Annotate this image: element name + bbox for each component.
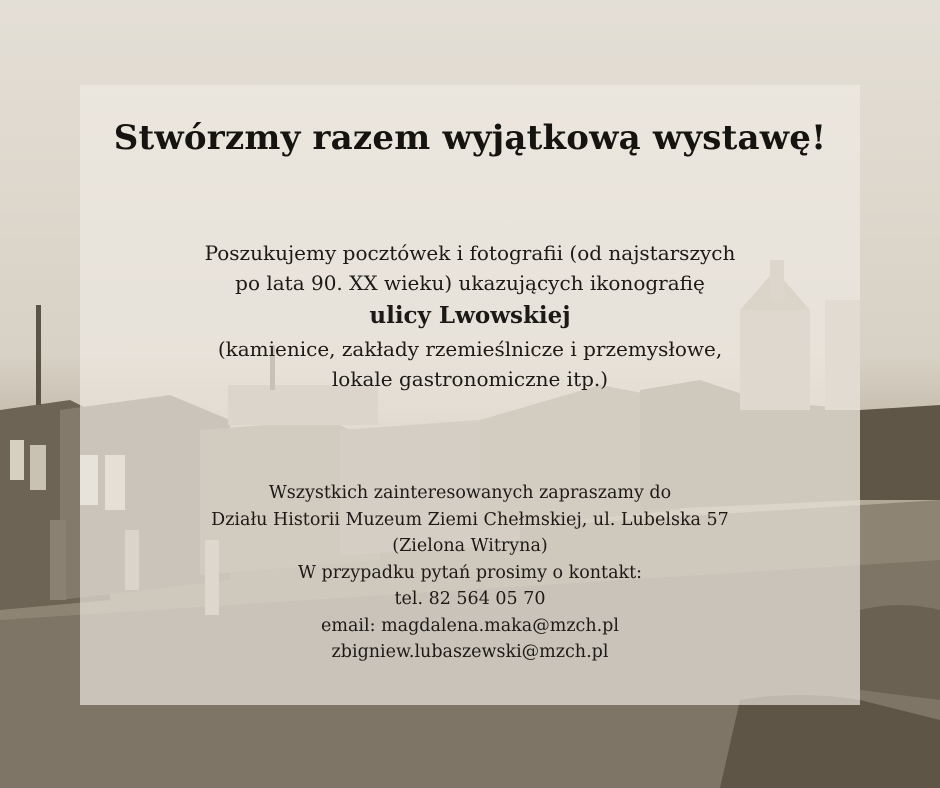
page-title: Stwórzmy razem wyjątkową wystawę!: [113, 118, 827, 158]
intro-line: po lata 90. XX wieku) ukazujących ikonografię: [235, 271, 705, 295]
contact-paragraph: [0, 480, 940, 666]
intro-line: (kamienice, zakłady rzemieślnicze i przemysłowe,: [217, 337, 723, 361]
email-address: email: magdalena.maka@mzch.pl: [321, 615, 619, 636]
contact-line: (Zielona Witryna): [392, 536, 548, 556]
email-address: zbigniew.lubaszewski@mzch.pl: [331, 642, 609, 662]
contact-line: Działu Historii Muzeum Ziemi Chełmskiej, ul. Lubelska 57: [211, 509, 729, 530]
intro-paragraph: [0, 238, 940, 394]
intro-line: Poszukujemy pocztówek i fotografii (od najstarszych: [204, 241, 736, 265]
street-name: ulicy Lwowskiej: [369, 302, 571, 329]
contact-line: W przypadku pytań prosimy o kontakt:: [297, 562, 643, 583]
intro-line: lokale gastronomiczne itp.): [331, 367, 609, 391]
contact-line: Wszystkich zainteresowanych zapraszamy do: [268, 483, 672, 503]
phone-number: tel. 82 564 05 70: [394, 589, 546, 609]
